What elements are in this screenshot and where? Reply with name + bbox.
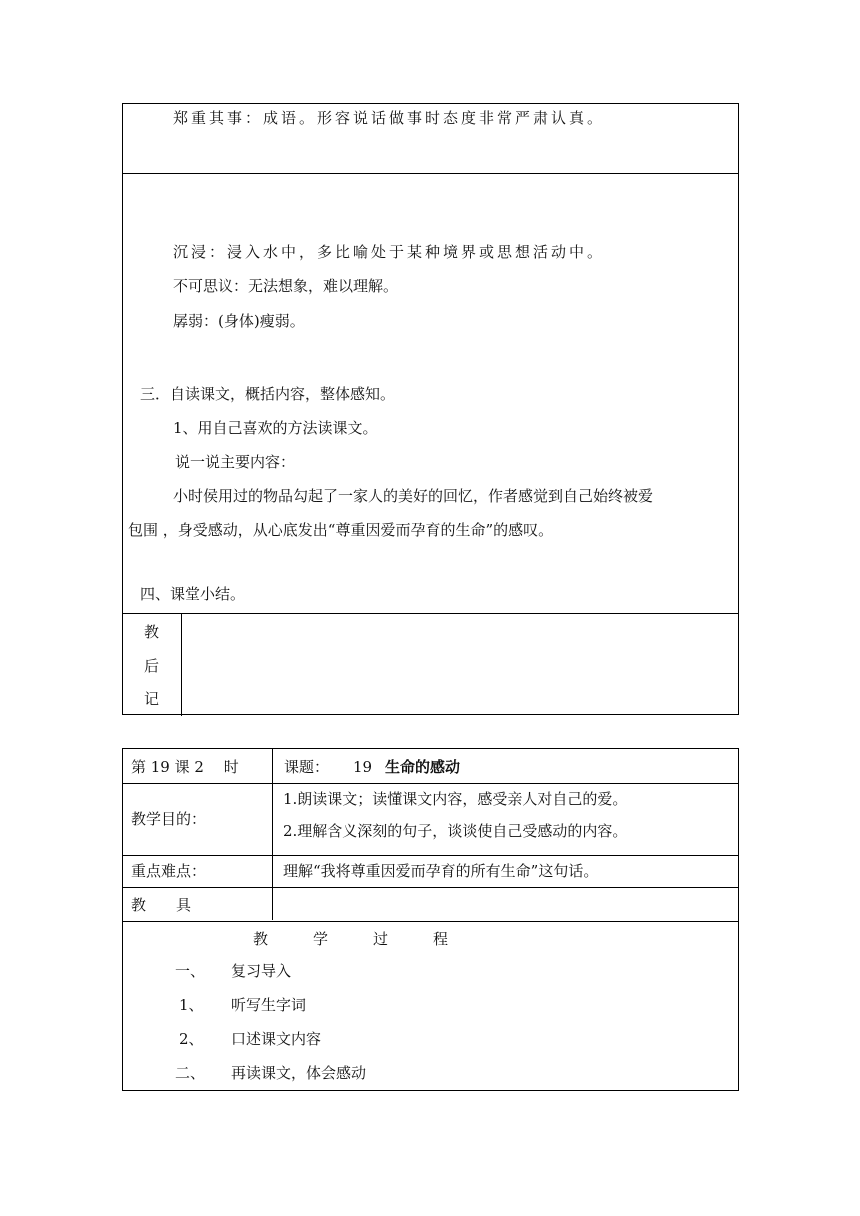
row-divider (123, 921, 738, 922)
lesson-number: 第 19 课 2 时 (131, 758, 239, 776)
row-divider (123, 783, 738, 784)
row-divider (123, 855, 738, 856)
process-item-number: 2、 (179, 1030, 204, 1048)
goal-1: 1.朗读课文；读懂课文内容，感受亲人对自己的爱。 (283, 790, 628, 808)
reflection-row (123, 613, 738, 716)
say-main-content-label: 说一说主要内容： (175, 453, 296, 471)
topic-title: 生命的感动 (385, 758, 461, 776)
definition-chanruo: 孱弱：(身体)瘦弱。 (173, 312, 305, 330)
summary-line-1: 小时侯用过的物品勾起了一家人的美好的回忆，作者感觉到自己始终被爱 (173, 487, 654, 505)
section-3-title: 三．自读课文，概括内容，整体感知。 (140, 385, 396, 403)
reflection-label-char-2: 后 (144, 657, 160, 675)
tools-label: 教 具 (131, 896, 192, 914)
process-item-number: 一、 (175, 962, 206, 980)
key-points-label: 重点难点： (131, 862, 207, 880)
process-item-text: 再读课文，体会感动 (231, 1064, 367, 1082)
reflection-column-divider (181, 614, 182, 716)
process-item-number: 二、 (175, 1064, 206, 1082)
key-points-text: 理解“我将尊重因爱而孕育的所有生命”这句话。 (283, 862, 599, 880)
summary-line-2: 包围 ，身受感动，从心底发出“尊重因爱而孕育的生命”的感叹。 (128, 521, 554, 539)
step-1-text: 1、用自己喜欢的方法读课文。 (173, 419, 378, 437)
process-header: 教 学 过 程 (253, 930, 449, 948)
reflection-label-char-1: 教 (144, 623, 160, 641)
goals-label: 教学目的： (131, 810, 207, 828)
label-column-divider (272, 749, 273, 920)
definition-chenjin: 沉浸：浸入水中，多比喻处于某种境界或思想活动中。 (173, 243, 606, 261)
process-item-text: 复习导入 (231, 962, 292, 980)
process-item-text: 口述课文内容 (231, 1030, 322, 1048)
top-lesson-table (122, 103, 739, 715)
row-divider (123, 173, 738, 174)
process-item-text: 听写生字词 (231, 996, 307, 1014)
row-divider (123, 887, 738, 888)
goal-2: 2.理解含义深刻的句子，谈谈使自己受感动的内容。 (283, 822, 628, 840)
topic-label: 课题： (284, 758, 330, 776)
section-4-title: 四、课堂小结。 (140, 585, 246, 603)
definition-bukesiyi: 不可思议：无法想象，难以理解。 (173, 277, 399, 295)
reflection-label-char-3: 记 (144, 690, 160, 708)
topic-number: 19 (353, 758, 373, 776)
process-item-number: 1、 (179, 996, 204, 1014)
lesson-plan-table (122, 748, 739, 1091)
definition-zhengzhong: 郑重其事：成语。形容说话做事时态度非常严肃认真。 (173, 109, 606, 127)
